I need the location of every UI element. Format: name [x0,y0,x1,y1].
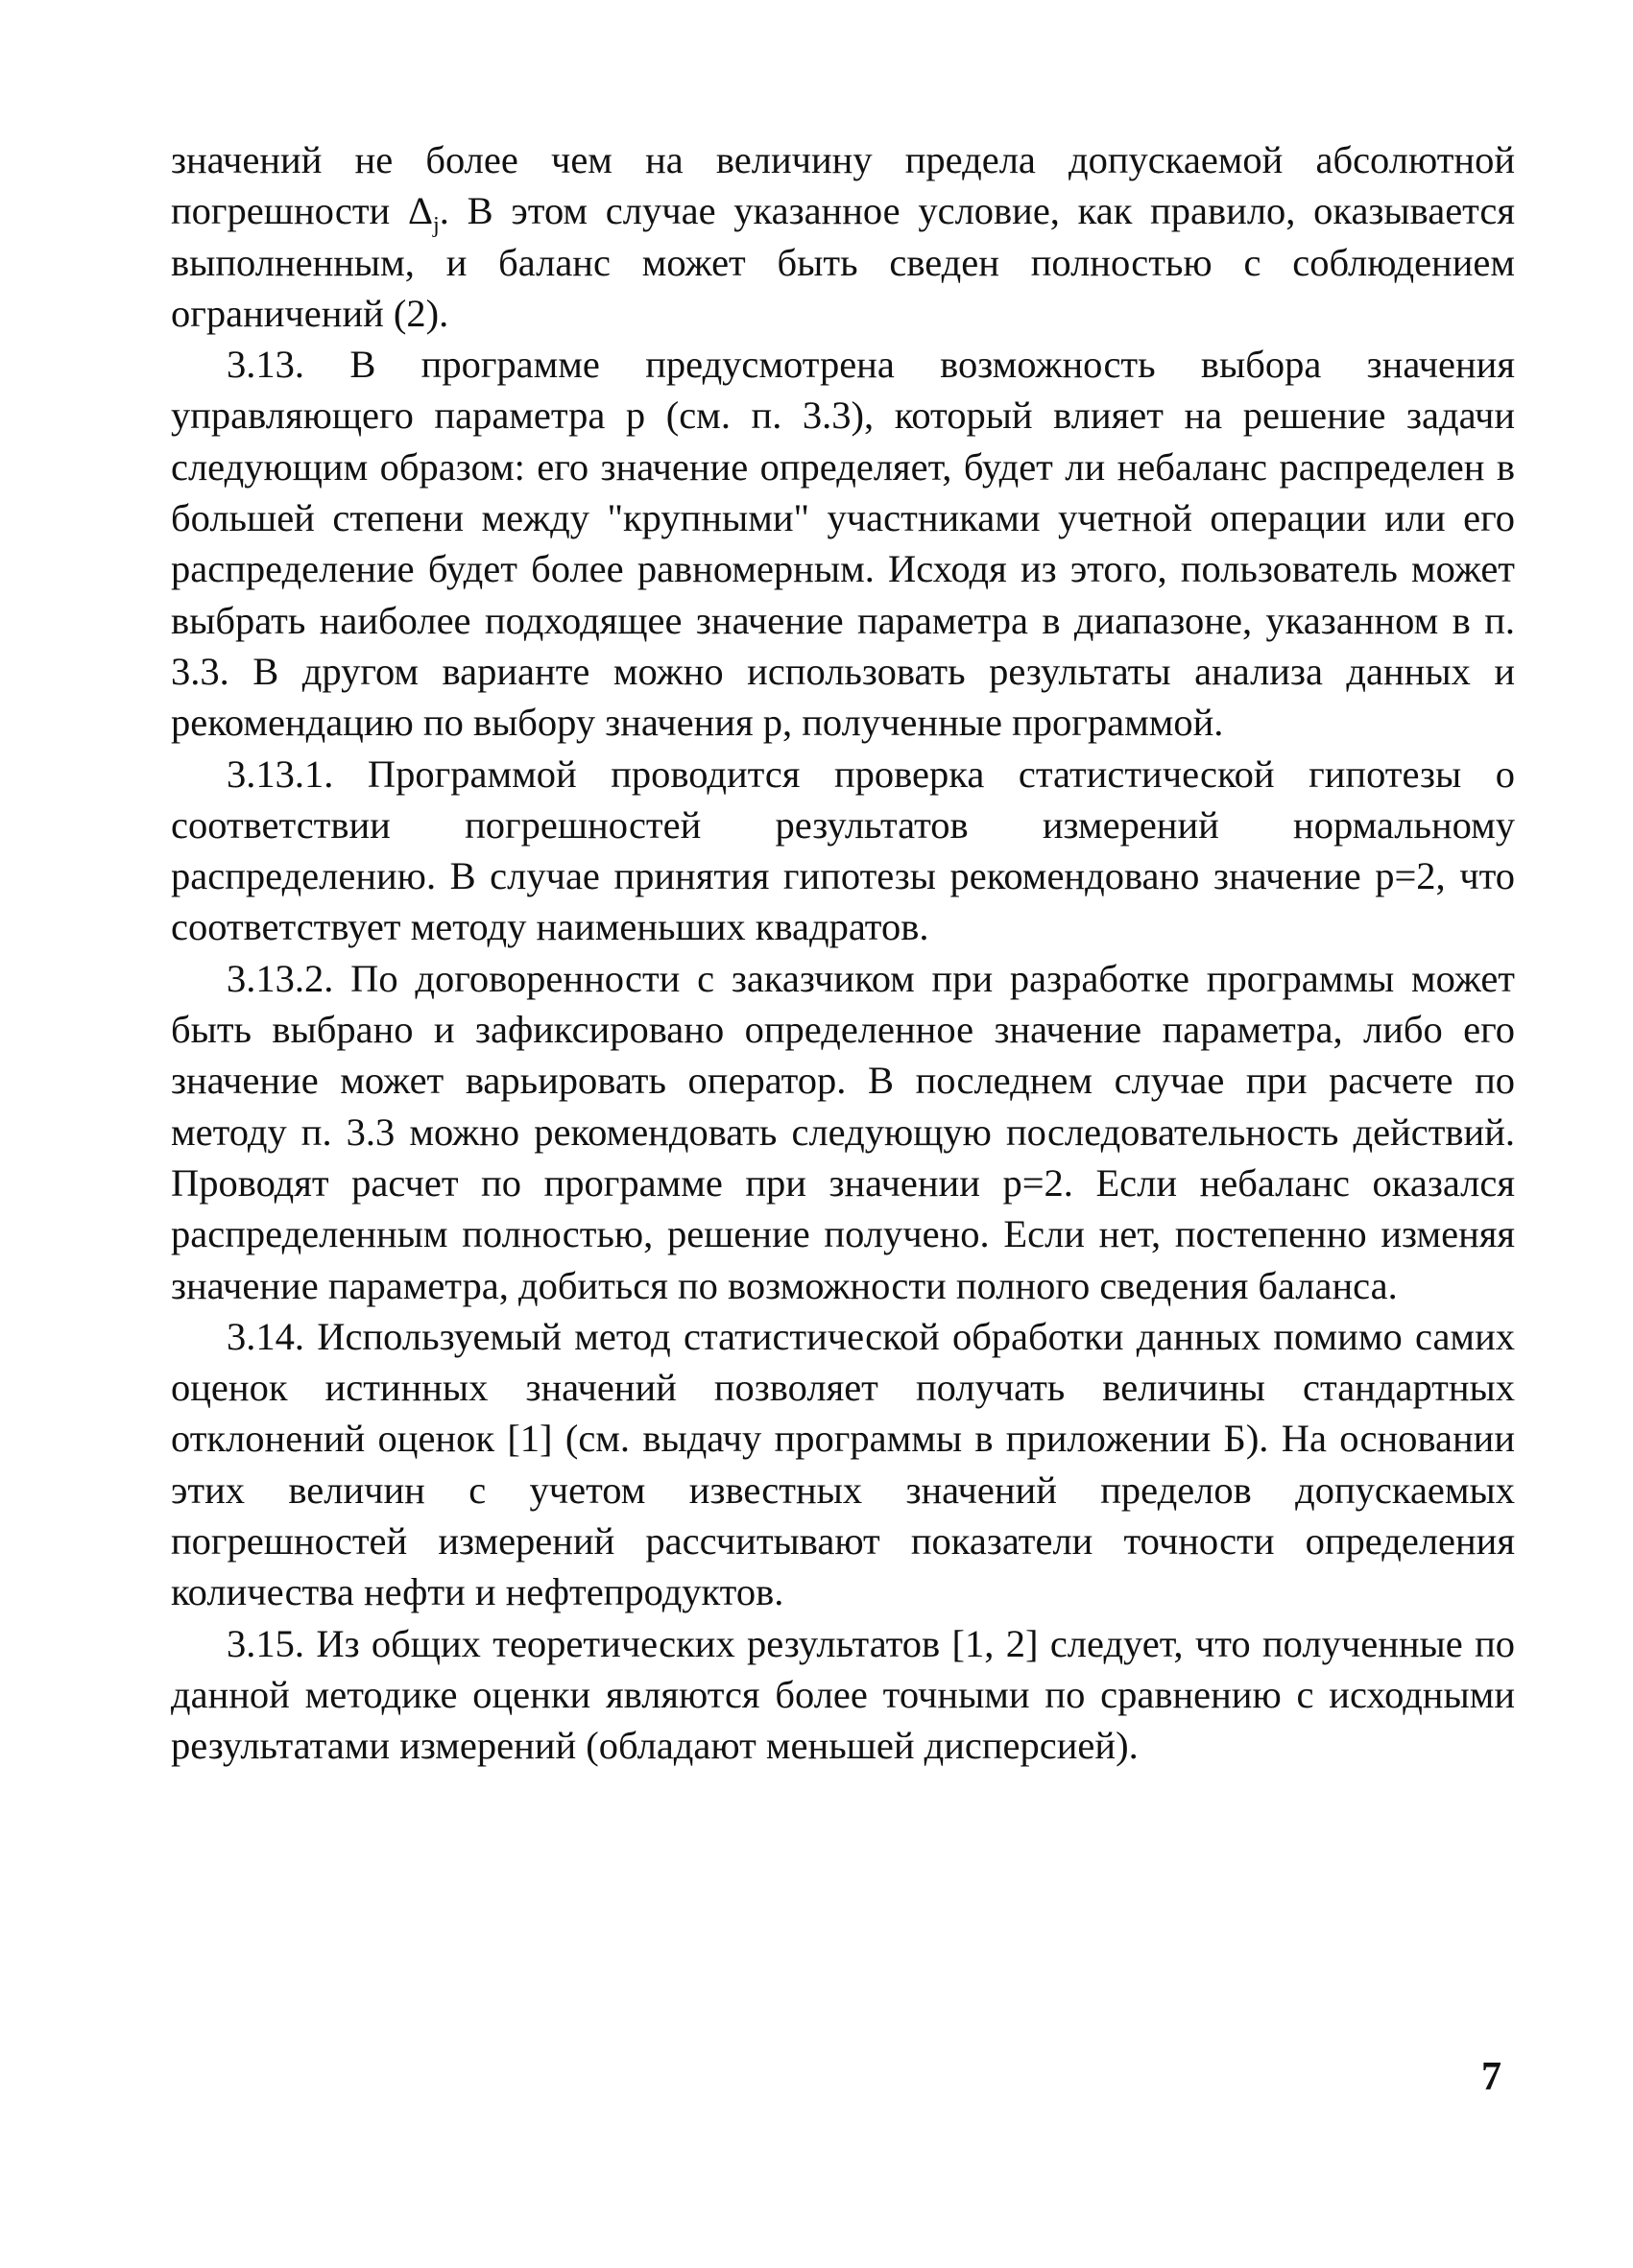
body-text [171,134,1515,1772]
paragraph-3-13-1: 3.13.1. Программой проводится проверка статистической гипотезы о соответствии погрешностей результатов измерений нормальному распределению. В случае принятия гипотезы рекомендовано значение p=2, что соответствует методу наименьших квадратов. [171,752,1515,949]
paragraph-3-15: 3.15. Из общих теоретических результатов [1, 2] следует, что полученные по данной методике оценки являются более точными по сравнению с исходными результатами измерений (обладают меньшей дисперсией). [171,1621,1515,1768]
paragraph-continuation-text-a: значений не более чем на величину предела допускаемой абсолютной погрешности Δ [171,138,1515,233]
paragraph-continuation [171,134,1515,339]
paragraph-continuation-text-b: . В этом случае указанное условие, как правило, оказывается выполненным, и баланс может быть сведен полностью с соблюдением ограничений (2). [171,189,1515,335]
page-number: 7 [1481,2055,1501,2099]
paragraph-3-13-2: 3.13.2. По договоренности с заказчиком при разработке программы может быть выбрано и зафиксировано определенное значение параметра, либо его значение может варьировать оператор. В последнем случае при расчете по методу п. 3.3 можно рекомендовать следующую последовательность действий. Проводят расчет по программе при значении p=2. Если небаланс оказался распределенным полностью, решение получено. Если нет, постепенно изменяя значение параметра, добиться по возможности полного сведения баланса. [171,956,1515,1307]
delta-subscript: j [433,212,440,239]
paragraph-3-13: 3.13. В программе предусмотрена возможность выбора значения управляющего параметра p (см. п. 3.3), который влияет на решение задачи следующим образом: его значение определяет, будет ли небаланс распределен в большей степени между "крупными" участниками учетной операции или его распределение будет более равномерным. Исходя из этого, пользователь может выбрать наиболее подходящее значение параметра в диапазоне, указанном в п. 3.3. В другом варианте можно использовать результаты анализа данных и рекомендацию по выбору значения p, полученные программой. [171,343,1515,745]
paragraph-3-14: 3.14. Используемый метод статистической обработки данных помимо самих оценок истинных значений позволяет получать величины стандартных отклонений оценок [1] (см. выдачу программы в приложении Б). На основании этих величин с учетом известных значений пределов допускаемых погрешностей измерений рассчитывают показатели точности определения количества нефти и нефтепродуктов. [171,1314,1515,1614]
